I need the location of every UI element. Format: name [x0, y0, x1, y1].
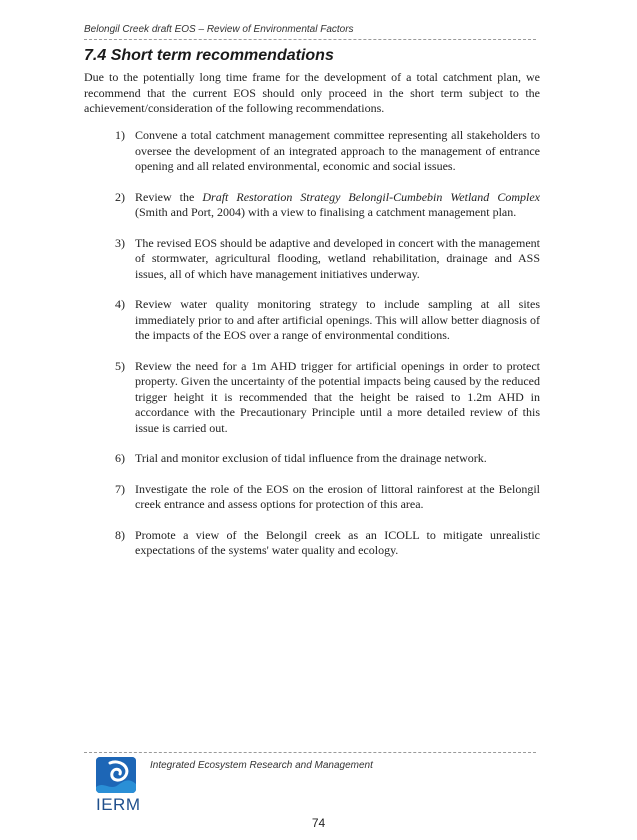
recommendation-text: The revised EOS should be adaptive and developed in concert with the management of stormwater, agricultural flooding, wetland rehabilitation, drainage and ASS issues, all of which have management initiatives underway.	[135, 235, 540, 281]
recommendation-text: Investigate the role of the EOS on the erosion of littoral rainforest at the Belongil creek entrance and assess options for protection of this area.	[135, 481, 540, 511]
recommendation-text: Review water quality monitoring strategy to include sampling at all sites immediately prior to and after artificial openings. This will allow better diagnosis of the impacts of the EOS over a range of environmental conditions.	[135, 297, 540, 342]
document-title-citation: Draft Restoration Strategy Belongil-Cumbebin Wetland Complex	[202, 189, 540, 204]
recommendation-number: 5)	[115, 358, 125, 373]
recommendation-number: 1)	[115, 128, 125, 142]
recommendation-number: 7)	[115, 481, 125, 496]
header-divider	[84, 39, 536, 40]
recommendation-number: 6)	[115, 451, 125, 465]
ierm-logo	[96, 757, 142, 819]
recommendation-number: 3)	[115, 235, 125, 250]
section-title: 7.4 Short term recommendations	[84, 47, 334, 64]
wave-icon	[96, 757, 136, 793]
recommendation-item	[84, 359, 540, 437]
page-number: 74	[311, 816, 326, 830]
recommendation-item	[84, 128, 540, 175]
ierm-logo-text: IERM	[96, 795, 141, 814]
ierm-logo-mark	[96, 757, 136, 793]
section-intro: Due to the potentially long time frame for the development of a total catchment plan, we recommend that the current EOS should only proceed in the short term subject to the achievement/consideration of the following recommendations.	[84, 70, 540, 115]
recommendation-number: 4)	[115, 297, 125, 311]
footer-organisation: Integrated Ecosystem Research and Management	[150, 760, 373, 771]
recommendation-number: 2)	[115, 189, 125, 204]
recommendation-item	[84, 482, 540, 513]
recommendations-list	[84, 128, 540, 559]
recommendation-item	[84, 236, 540, 283]
footer-divider	[84, 752, 536, 753]
recommendation-text: Convene a total catchment management committee representing all stakeholders to oversee the development of an integrated approach to the management of entrance opening and all related environmental, economic and social issues.	[135, 128, 540, 173]
recommendation-item	[84, 528, 540, 559]
recommendation-text: Promote a view of the Belongil creek as an ICOLL to mitigate unrealistic expectations of the systems' water quality and ecology.	[135, 527, 540, 557]
running-header: Belongil Creek draft EOS – Review of Environmental Factors	[84, 24, 354, 35]
recommendation-item	[84, 451, 540, 467]
recommendation-number: 8)	[115, 527, 125, 542]
recommendation-text: Trial and monitor exclusion of tidal influence from the drainage network.	[135, 451, 487, 465]
recommendation-item	[84, 297, 540, 344]
recommendation-text: Review the Draft Restoration Strategy Belongil-Cumbebin Wetland Complex (Smith and Port, 2004) with a view to finalising a catchment management plan.	[135, 189, 540, 219]
recommendation-item	[84, 190, 540, 221]
recommendation-text: Review the need for a 1m AHD trigger for artificial openings in order to protect property. Given the uncertainty of the potential impacts being caused by the reduced trigger height it is recommended that the height be raised to 1.2m AHD in accordance with the Precautionary Principle until a more detailed review of this issue is carried out.	[135, 358, 540, 435]
